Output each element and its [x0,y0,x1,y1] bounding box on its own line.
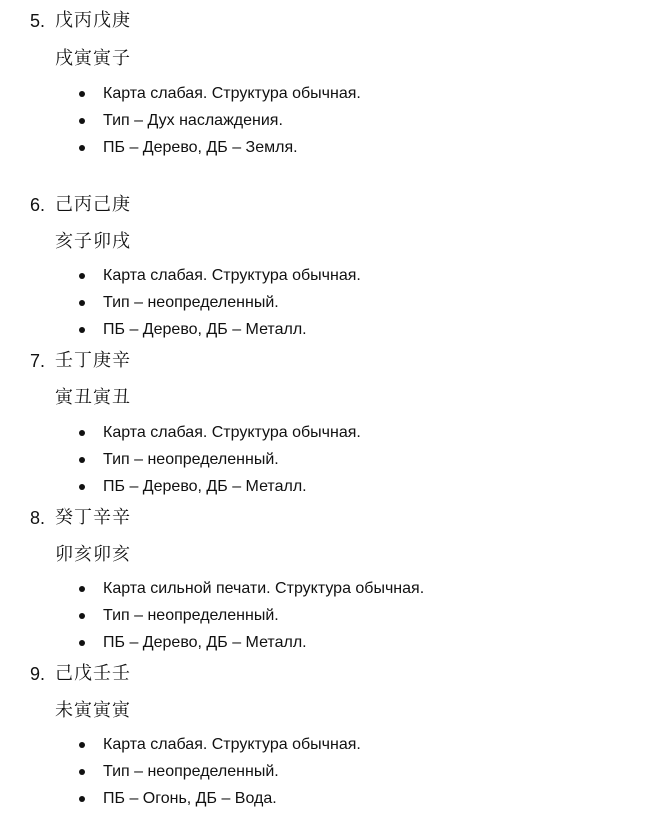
bullet-text: ПБ – Дерево, ДБ – Металл. [103,478,307,495]
entry-title: 己戊壬壬 [55,663,131,684]
entry-number: 7. [30,351,46,371]
entry-title: 戊丙戊庚 [55,10,131,31]
entry-branches: 戌寅寅子 [55,48,131,69]
list-item [0,762,665,789]
bullet-text: Тип – неопределенный. [103,451,279,468]
bullet-text: Карта слабая. Структура обычная. [103,267,361,284]
bullet-list [0,579,665,660]
entry-branches: 寅丑寅丑 [55,387,131,408]
bullet-icon [79,273,85,279]
list-item [0,266,665,293]
bullet-text: ПБ – Огонь, ДБ – Вода. [103,790,277,807]
bullet-text: Тип – Дух наслаждения. [103,112,283,129]
list-item [0,579,665,606]
entry-number: 8. [30,508,46,528]
list-item [0,477,665,504]
entry-title: 癸丁辛辛 [55,507,131,528]
entry-number: 6. [30,195,46,215]
bullet-icon [79,769,85,775]
bullet-text: Карта слабая. Структура обычная. [103,85,361,102]
list-item [0,138,665,165]
entry-branches: 亥子卯戌 [55,231,131,252]
bullet-icon [79,300,85,306]
bullet-icon [79,586,85,592]
entry-number: 5. [30,11,46,31]
entry-number: 9. [30,664,46,684]
entry-title: 己丙己庚 [55,194,131,215]
bullet-icon [79,145,85,151]
bullet-text: Карта слабая. Структура обычная. [103,736,361,753]
list-item [0,789,665,816]
list-item [0,633,665,660]
list-item [0,320,665,347]
list-item [0,450,665,477]
bullet-list [0,84,665,165]
entry-branches: 未寅寅寅 [55,700,131,721]
entry-title: 壬丁庚辛 [55,350,131,371]
list-item [0,735,665,762]
bullet-icon [79,484,85,490]
list-item [0,606,665,633]
bullet-icon [79,457,85,463]
bullet-text: Карта слабая. Структура обычная. [103,424,361,441]
list-item [0,423,665,450]
bullet-icon [79,118,85,124]
entry-branches: 卯亥卯亥 [55,544,131,565]
bullet-list [0,735,665,816]
bullet-text: Карта сильной печати. Структура обычная. [103,580,425,597]
bullet-text: ПБ – Дерево, ДБ – Металл. [103,634,307,651]
bullet-icon [79,430,85,436]
bullet-icon [79,613,85,619]
bullet-text: ПБ – Дерево, ДБ – Металл. [103,321,307,338]
bullet-text: Тип – неопределенный. [103,607,279,624]
bullet-icon [79,796,85,802]
bullet-text: Тип – неопределенный. [103,763,279,780]
list-item [0,84,665,111]
bullet-list [0,423,665,504]
list-item [0,293,665,320]
bullet-icon [79,742,85,748]
bullet-icon [79,327,85,333]
bullet-list [0,266,665,347]
bullet-text: ПБ – Дерево, ДБ – Земля. [103,139,298,156]
bullet-icon [79,640,85,646]
list-item [0,111,665,138]
bullet-icon [79,91,85,97]
bullet-text: Тип – неопределенный. [103,294,279,311]
